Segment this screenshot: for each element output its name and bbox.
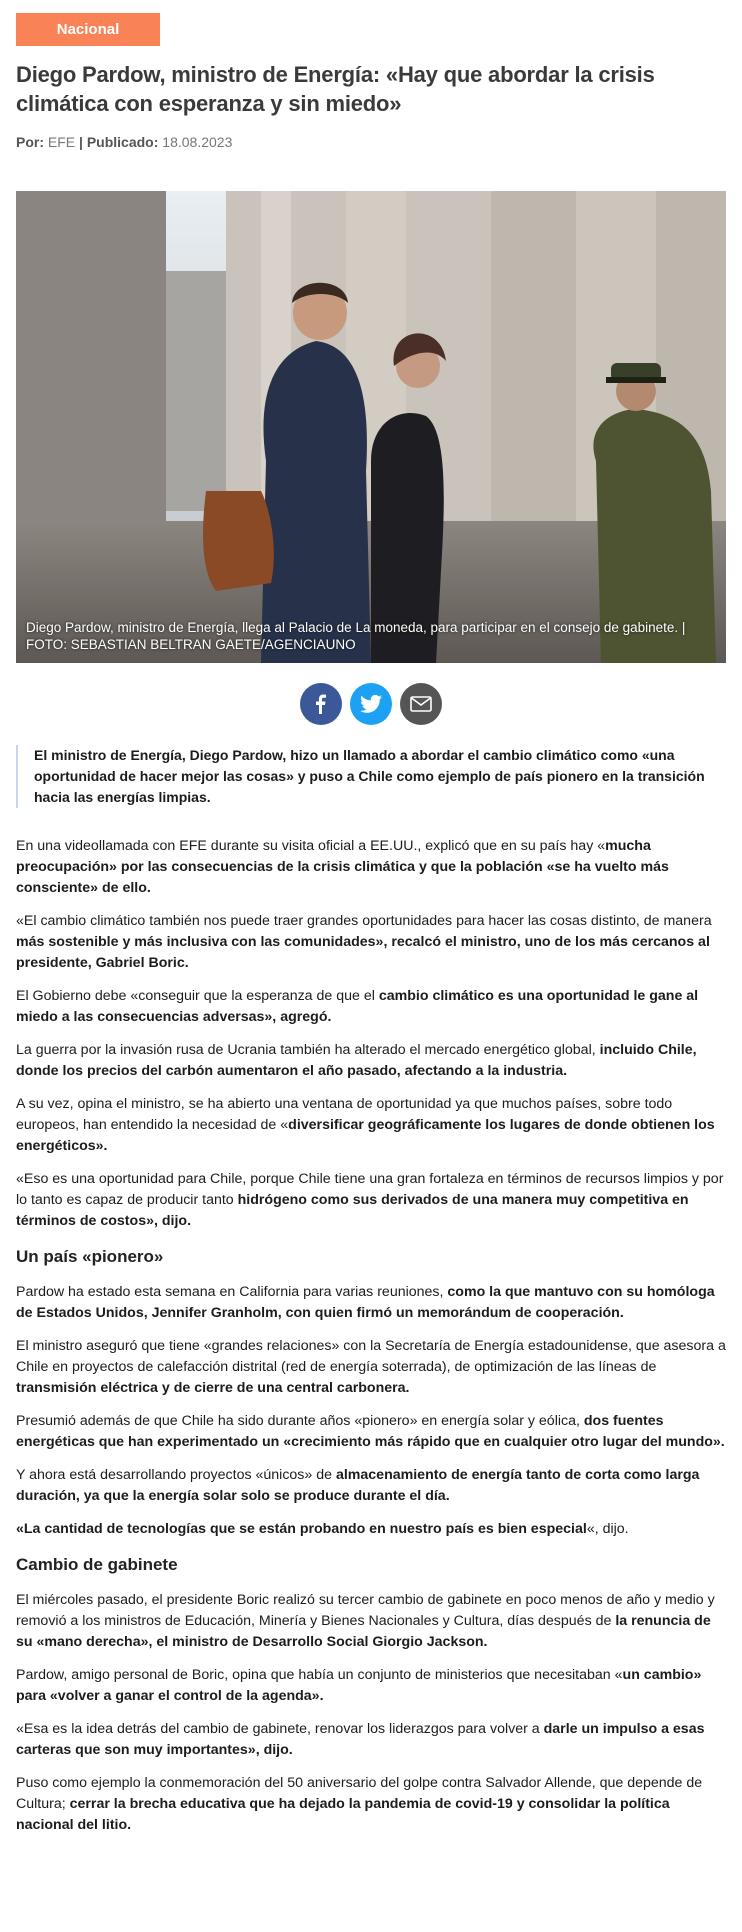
paragraph xyxy=(16,1519,726,1540)
byline xyxy=(16,134,232,150)
article-photo xyxy=(16,191,726,663)
paragraph-bold: incluido Chile, donde los precios del carbón aumentaron el año pasado, afectando a la industria. xyxy=(16,1042,697,1079)
paragraph xyxy=(16,836,726,899)
paragraph-text: Presumió además de que Chile ha sido durante años «pionero» en energía solar y eólica, xyxy=(16,1413,584,1429)
mail-icon xyxy=(410,694,432,714)
paragraph-text: La guerra por la invasión rusa de Ucrania también ha alterado el mercado energético global, xyxy=(16,1042,600,1058)
paragraph-text: «El cambio climático también nos puede traer grandes oportunidades para hacer las cosas distinto, de manera xyxy=(16,913,712,929)
paragraph-text: El Gobierno debe «conseguir que la esperanza de que el xyxy=(16,988,379,1004)
paragraph xyxy=(16,1665,726,1707)
paragraph-text: «Esa es la idea detrás del cambio de gabinete, renovar los liderazgos para volver a xyxy=(16,1721,544,1737)
paragraph xyxy=(16,1719,726,1761)
paragraph-bold: cerrar la brecha educativa que ha dejado la pandemia de covid-19 y consolidar la política nacional del litio. xyxy=(16,1796,670,1833)
share-facebook-button[interactable] xyxy=(300,683,342,725)
paragraph-text: «Eso es una oportunidad para Chile, porque Chile tiene una gran fortaleza en términos de recursos limpios y por lo tanto es capaz de producir tanto xyxy=(16,1171,724,1208)
photo-caption: Diego Pardow, ministro de Energía, llega al Palacio de La moneda, para participar en el consejo de gabinete. | FOTO: SEBASTIAN BELTRAN GAETE/AGENCIAUNO xyxy=(26,620,686,652)
paragraph-text: En una videollamada con EFE durante su visita oficial a EE.UU., explicó que en su país hay « xyxy=(16,838,606,854)
paragraph-bold: darle un impulso a esas carteras que son muy importantes», dijo. xyxy=(16,1721,705,1758)
facebook-icon xyxy=(311,694,331,714)
paragraph-text: El ministro aseguró que tiene «grandes relaciones» con la Secretaría de Energía estadounidense, que asesora a Chile en proyectos de calefacción distrital (red de energía soterrada), de optimización de las líneas de xyxy=(16,1338,726,1375)
paragraph xyxy=(16,1590,726,1653)
paragraph xyxy=(16,911,726,974)
paragraph-text: Pardow, amigo personal de Boric, opina que había un conjunto de ministerios que necesitaban « xyxy=(16,1667,623,1683)
paragraph-text: El miércoles pasado, el presidente Boric realizó su tercer cambio de gabinete en poco menos de año y medio y removió a los ministros de Educación, Minería y Bienes Nacionales y Cultura, días después de xyxy=(16,1592,715,1629)
paragraph xyxy=(16,1465,726,1507)
paragraph xyxy=(16,1336,726,1399)
paragraph-bold: como la que mantuvo con su homóloga de Estados Unidos, Jennifer Granholm, con quien firmó un memorándum de cooperación. xyxy=(16,1284,715,1321)
photo-illustration xyxy=(16,191,726,663)
section-heading: Cambio de gabinete xyxy=(16,1555,178,1574)
paragraph-bold: más sostenible y más inclusiva con las comunidades», recalcó el ministro, uno de los más cercanos al presidente, Gabriel Boric. xyxy=(16,934,710,971)
paragraph xyxy=(16,1169,726,1232)
paragraph-text: Pardow ha estado esta semana en California para varias reuniones, xyxy=(16,1284,448,1300)
article-body xyxy=(16,836,726,1848)
article-lead: El ministro de Energía, Diego Pardow, hizo un llamado a abordar el cambio climático como «una oportunidad de hacer mejor las cosas» y puso a Chile como ejemplo de país pionero en la transición hacia las energías limpias. xyxy=(16,745,726,808)
share-twitter-button[interactable] xyxy=(350,683,392,725)
share-bar xyxy=(16,683,726,727)
byline-published-label: Publicado: xyxy=(86,134,159,150)
byline-author: EFE xyxy=(47,134,76,150)
paragraph xyxy=(16,1282,726,1324)
paragraph-bold: transmisión eléctrica y de cierre de una central carbonera. xyxy=(16,1380,410,1396)
paragraph xyxy=(16,1411,726,1453)
paragraph xyxy=(16,1773,726,1836)
byline-by-label: Por: xyxy=(16,134,44,150)
article-title: Diego Pardow, ministro de Energía: «Hay que abordar la crisis climática con esperanza y sin miedo» xyxy=(16,62,655,116)
paragraph-text: A su vez, opina el ministro, se ha abierto una ventana de oportunidad ya que muchos países, sobre todo europeos, han entendido la necesidad de « xyxy=(16,1096,673,1133)
section-heading: Un país «pionero» xyxy=(16,1247,164,1266)
paragraph xyxy=(16,1094,726,1157)
paragraph xyxy=(16,986,726,1028)
paragraph-bold: cambio climático es una oportunidad le gane al miedo a las consecuencias adversas», agregó. xyxy=(16,988,699,1025)
paragraph-bold: mucha preocupación» por las consecuencias de la crisis climática y que la población «se ha vuelto más consciente» de ello. xyxy=(16,838,669,896)
paragraph-bold: dos fuentes energéticas que han experimentado un «crecimiento más rápido que en cualquier otro lugar del mundo». xyxy=(16,1413,725,1450)
paragraph-bold: almacenamiento de energía tanto de corta como larga duración, ya que la energía solar solo se produce durante el día. xyxy=(16,1467,700,1504)
paragraph-text: Puso como ejemplo la conmemoración del 50 aniversario del golpe contra Salvador Allende, que depende de Cultura; xyxy=(16,1775,703,1812)
paragraph-text: Y ahora está desarrollando proyectos «únicos» de xyxy=(16,1467,336,1483)
paragraph-bold: «La cantidad de tecnologías que se están probando en nuestro país es bien especial xyxy=(16,1521,587,1537)
byline-date: 18.08.2023 xyxy=(162,134,233,150)
byline-separator: | xyxy=(79,134,83,150)
twitter-icon xyxy=(360,694,382,714)
paragraph-text: «, dijo. xyxy=(586,1521,629,1537)
paragraph-bold: la renuncia de su «mano derecha», el ministro de Desarrollo Social Giorgio Jackson. xyxy=(16,1613,711,1650)
paragraph-bold: diversificar geográficamente los lugares de donde obtienen los energéticos». xyxy=(16,1117,715,1154)
paragraph-bold: hidrógeno como sus derivados de una manera muy competitiva en términos de costos», dijo. xyxy=(16,1192,689,1229)
paragraph xyxy=(16,1040,726,1082)
paragraph-bold: un cambio» para «volver a ganar el control de la agenda». xyxy=(16,1667,702,1704)
share-email-button[interactable] xyxy=(400,683,442,725)
category-badge[interactable]: Nacional xyxy=(16,13,160,46)
